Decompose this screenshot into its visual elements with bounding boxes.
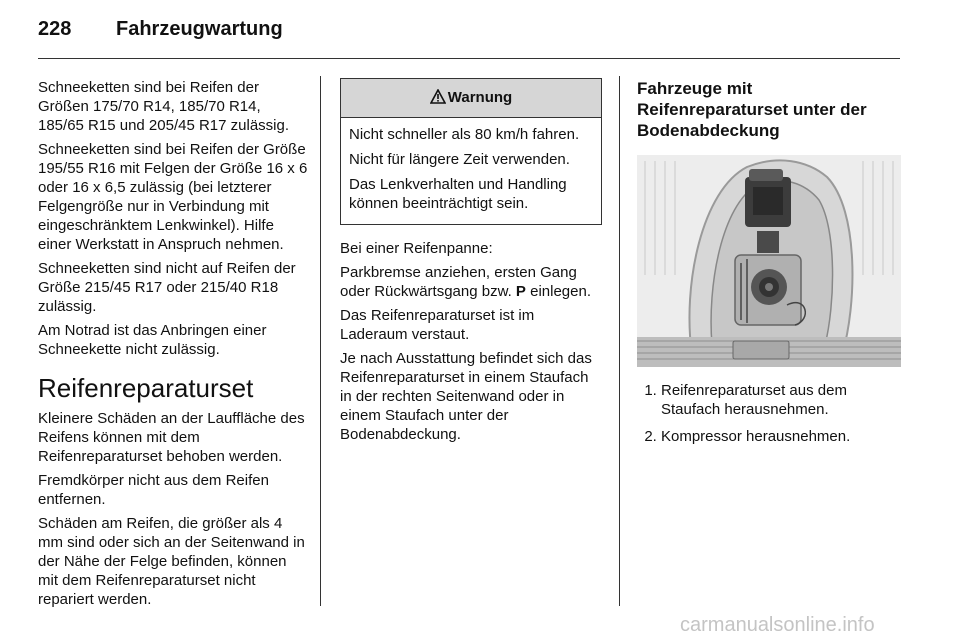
column-divider-2 xyxy=(619,76,620,606)
watermark: carmanualsonline.info xyxy=(680,614,875,636)
paragraph: Kleinere Schäden an der Lauffläche des Reifens können mit dem Reifenreparaturset behoben werden. xyxy=(38,410,305,465)
paragraph: Am Notrad ist das Anbringen einer Schneekette nicht zulässig. xyxy=(38,322,267,358)
column-divider-1 xyxy=(320,76,321,606)
warning-box xyxy=(340,78,602,225)
warning-line: Nicht für längere Zeit verwenden. xyxy=(349,151,570,168)
text-run: einlegen. xyxy=(525,283,591,300)
paragraph: Je nach Ausstattung befindet sich das Reifenreparaturset in einem Staufach in der rechten Seitenwand oder in einem Staufach unter der Bodenabdeckung. xyxy=(340,350,592,443)
warning-line: Nicht schneller als 80 km/h fahren. xyxy=(349,126,580,143)
column-3 xyxy=(637,78,903,454)
column-1 xyxy=(38,78,308,614)
paragraph: Schneeketten sind bei Reifen der Größe 195/55 R16 mit Felgen der Größe 16 x 6 oder 16 x 6,5 zulässig (bei letzterer Felgengröße nur in Verbindung mit eingeschränktem Lenkwinkel). Hilfe einer Werkstatt in Anspruch nehmen. xyxy=(38,141,308,253)
warning-title: Warnung xyxy=(447,89,513,106)
page-title: Fahrzeugwartung xyxy=(116,18,283,40)
subsection-heading: Fahrzeuge mit Reifenreparaturset unter der Bodenabdeckung xyxy=(637,79,867,140)
paragraph: Bei einer Reifenpanne: xyxy=(340,240,493,257)
paragraph: Fremdkörper nicht aus dem Reifen entfernen. xyxy=(38,472,269,508)
page-header xyxy=(38,18,283,41)
paragraph: Schäden am Reifen, die größer als 4 mm sind oder sich an der Seitenwand in der Nähe der Felge befinden, können mit dem Reifenreparaturset nicht repariert werden. xyxy=(38,515,305,608)
list-item: 1. Reifenreparaturset aus dem Staufach herausnehmen. xyxy=(661,381,903,419)
warning-body xyxy=(341,118,601,224)
warning-icon xyxy=(430,89,446,104)
section-heading: Reifenreparaturset xyxy=(38,373,254,403)
paragraph: Das Reifenreparaturset ist im Laderaum verstaut. xyxy=(340,307,535,343)
text-run: Parkbremse anziehen, ersten Gang oder Rückwärtsgang bzw. xyxy=(340,264,577,300)
warning-header xyxy=(341,79,601,118)
list-item: 2. Kompressor herausnehmen. xyxy=(661,427,903,446)
figure-trunk-repair-kit xyxy=(637,155,901,367)
page-number: 228 xyxy=(38,18,72,40)
paragraph: Schneeketten sind nicht auf Reifen der Größe 215/45 R17 oder 215/40 R18 zulässig. xyxy=(38,260,296,315)
paragraph: Schneeketten sind bei Reifen der Größen 175/70 R14, 185/70 R14, 185/65 R15 und 205/45 R17 zulässig. xyxy=(38,79,290,134)
column-2 xyxy=(340,78,602,449)
header-rule xyxy=(38,58,900,59)
trunk-illustration xyxy=(637,155,901,367)
step-list xyxy=(637,381,903,446)
warning-line: Das Lenkverhalten und Handling können beeinträchtigt sein. xyxy=(349,176,567,212)
paragraph xyxy=(340,263,602,301)
gear-symbol: P xyxy=(515,283,526,300)
